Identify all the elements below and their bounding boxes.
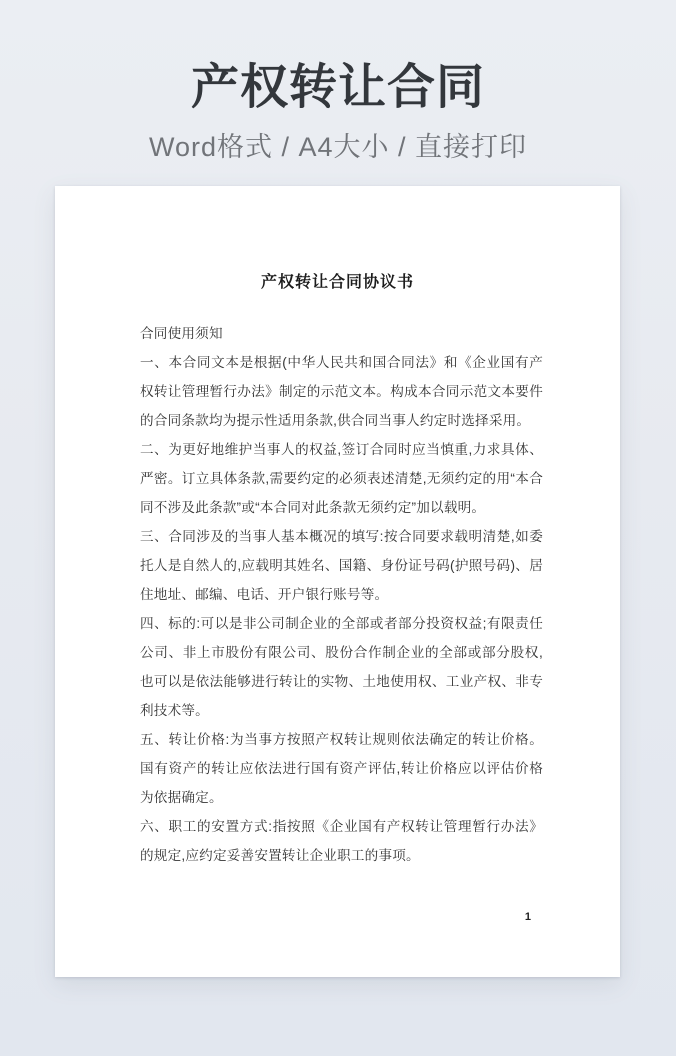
contract-paragraph-6: 六、职工的安置方式:指按照《企业国有产权转让管理暂行办法》的规定,应约定妥善安置转让企业职工的事项。	[140, 819, 543, 863]
document-page	[55, 186, 620, 977]
contract-paragraph-3: 三、合同涉及的当事人基本概况的填写:按合同要求载明清楚,如委托人是自然人的,应载明其姓名、国籍、身份证号码(护照号码)、居住地址、邮编、电话、开户银行账号等。	[140, 529, 543, 602]
contract-paragraph-1: 一、本合同文本是根据(中华人民共和国合同法》和《企业国有产权转让管理暂行办法》制定的示范文本。构成本合同示范文本要件的合同条款均为提示性适用条款,供合同当事人约定时选择采用。	[140, 355, 543, 428]
contract-paragraph-5: 五、转让价格:为当事方按照产权转让规则依法确定的转让价格。国有资产的转让应依法进行国有资产评估,转让价格应以评估价格为依据确定。	[140, 732, 543, 805]
banner-title: 产权转让合同	[190, 61, 485, 114]
banner-header	[0, 0, 676, 164]
document-title: 产权转让合同协议书	[260, 274, 414, 291]
page-number: 1	[524, 911, 531, 923]
banner-subtitle: Word格式 / A4大小 / 直接打印	[148, 132, 528, 163]
contract-paragraph-2: 二、为更好地维护当事人的权益,签订合同时应当慎重,力求具体、严密。订立具体条款,需要约定的必须表述清楚,无须约定的用“本合同不涉及此条款”或“本合同对此条款无须约定”加以载明。	[140, 442, 543, 515]
document-body	[140, 319, 543, 870]
usage-notice-heading: 合同使用须知	[140, 326, 223, 341]
contract-paragraph-4: 四、标的:可以是非公司制企业的全部或者部分投资权益;有限责任公司、非上市股份有限公司、股份合作制企业的全部或部分股权,也可以是依法能够进行转让的实物、土地使用权、工业产权、非专利技术等。	[140, 616, 543, 718]
